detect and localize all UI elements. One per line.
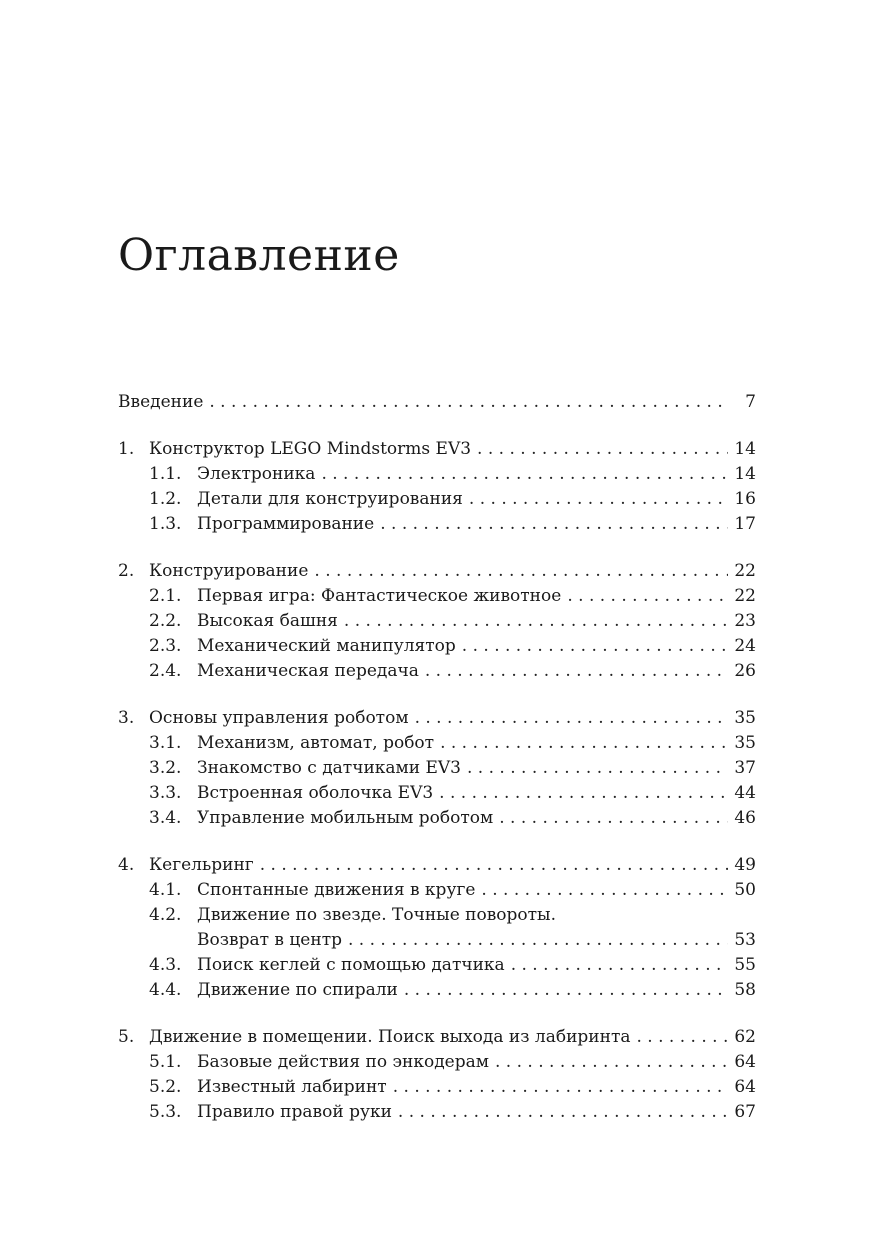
section-number: 5.3. [149, 1102, 182, 1122]
dot-leader [260, 853, 728, 878]
chapter-number: 2. [118, 561, 135, 581]
toc-entry-label: Конструктор LEGO Mindstorms EV3 [149, 439, 472, 459]
toc-entry-label: Высокая башня [197, 611, 338, 631]
toc-entry-label: Базовые действия по энкодерам [197, 1052, 489, 1072]
section-number: 4.2. [149, 905, 182, 925]
toc-entry-label: Основы управления роботом [149, 708, 409, 728]
toc-entry-label: Первая игра: Фантастическое животное [197, 586, 562, 606]
toc-entry-section[interactable] [118, 1075, 756, 1100]
toc-entry-label: Поиск кеглей с помощью датчика [197, 955, 505, 975]
toc-entry-label: Известный лабиринт [197, 1077, 387, 1097]
toc-entry-section[interactable] [118, 487, 756, 512]
dot-leader [321, 462, 728, 487]
toc-entry-label-continuation: Возврат в центр [197, 930, 342, 950]
toc-entry-label: Встроенная оболочка EV3 [197, 783, 434, 803]
toc-entry-section[interactable] [118, 634, 756, 659]
toc-page-number: 23 [734, 611, 756, 631]
dot-leader [462, 634, 728, 659]
toc-chapter-5 [118, 1025, 756, 1125]
toc-page-number: 62 [734, 1027, 756, 1047]
section-number: 4.4. [149, 980, 182, 1000]
toc-page-number: 64 [734, 1052, 756, 1072]
toc-chapter-3 [118, 706, 756, 831]
toc-entry-intro[interactable] [118, 390, 756, 415]
dot-leader [467, 756, 728, 781]
dot-leader [637, 1025, 729, 1050]
toc-page-number: 50 [734, 880, 756, 900]
toc-page-number: 37 [734, 758, 756, 778]
section-number: 5.2. [149, 1077, 182, 1097]
toc-page-number: 67 [734, 1102, 756, 1122]
section-number: 3.2. [149, 758, 182, 778]
section-number: 5.1. [149, 1052, 182, 1072]
toc-entry-label: Спонтанные движения в круге [197, 880, 476, 900]
toc-entry-section[interactable] [118, 1050, 756, 1075]
toc-entry-label: Введение [118, 392, 204, 412]
toc-page-number: 44 [734, 783, 756, 803]
chapter-number: 1. [118, 439, 135, 459]
dot-leader [511, 953, 728, 978]
toc-chapter-4 [118, 853, 756, 1003]
toc-entry-label: Механическая передача [197, 661, 419, 681]
toc-entry-label: Знакомство с датчиками EV3 [197, 758, 461, 778]
toc-entry-chapter[interactable] [118, 853, 756, 878]
toc-page-number: 14 [734, 439, 756, 459]
section-number: 1.3. [149, 514, 182, 534]
toc-page-number: 16 [734, 489, 756, 509]
dot-leader [499, 806, 728, 831]
dot-leader [209, 390, 728, 415]
toc-entry-section[interactable] [118, 806, 756, 831]
toc-entry-label: Электроника [197, 464, 316, 484]
toc-entry-label: Движение по звезде. Точные повороты. [197, 905, 556, 925]
dot-leader [477, 437, 728, 462]
toc-page-number: 24 [734, 636, 756, 656]
toc-entry-label: Конструирование [149, 561, 309, 581]
toc-page-number: 26 [734, 661, 756, 681]
toc-entry-label: Движение по спирали [197, 980, 398, 1000]
toc-entry-chapter[interactable] [118, 559, 756, 584]
section-number: 4.1. [149, 880, 182, 900]
section-number: 4.3. [149, 955, 182, 975]
toc-entry-label: Управление мобильным роботом [197, 808, 494, 828]
toc-entry-label: Правило правой руки [197, 1102, 392, 1122]
dot-leader [495, 1050, 728, 1075]
toc-chapter-2 [118, 559, 756, 684]
toc-entry-section[interactable] [118, 953, 756, 978]
toc-page-number: 64 [734, 1077, 756, 1097]
toc-page-number: 49 [734, 855, 756, 875]
dot-leader [404, 978, 728, 1003]
dot-leader [481, 878, 728, 903]
toc-page-number: 53 [734, 930, 756, 950]
section-number: 3.4. [149, 808, 182, 828]
dot-leader [380, 512, 728, 537]
toc-entry-section[interactable] [118, 731, 756, 756]
chapter-number: 4. [118, 855, 135, 875]
dot-leader [469, 487, 728, 512]
dot-leader [425, 659, 728, 684]
section-number: 2.2. [149, 611, 182, 631]
section-number: 3.3. [149, 783, 182, 803]
section-number: 3.1. [149, 733, 182, 753]
toc-entry-section[interactable] [118, 1100, 756, 1125]
toc-entry-label: Программирование [197, 514, 375, 534]
toc-page-number: 55 [734, 955, 756, 975]
toc-entry-section[interactable] [118, 878, 756, 903]
toc-page-number: 17 [734, 514, 756, 534]
toc-entry-label: Движение в помещении. Поиск выхода из лабиринта [149, 1027, 631, 1047]
section-number: 1.1. [149, 464, 182, 484]
toc-page-number: 46 [734, 808, 756, 828]
toc-entry-section[interactable] [118, 978, 756, 1003]
chapter-number: 3. [118, 708, 135, 728]
toc-entry-section[interactable] [118, 756, 756, 781]
dot-leader [314, 559, 728, 584]
chapter-number: 5. [118, 1027, 135, 1047]
toc-entry-section[interactable] [118, 781, 756, 806]
toc-page-number: 35 [734, 733, 756, 753]
table-of-contents [118, 390, 756, 1147]
dot-leader [415, 706, 728, 731]
dot-leader [344, 609, 728, 634]
page-title: Оглавление [118, 230, 400, 281]
section-number: 2.1. [149, 586, 182, 606]
toc-entry-chapter[interactable] [118, 437, 756, 462]
dot-leader [348, 928, 728, 953]
toc-entry-section[interactable] [118, 512, 756, 537]
toc-entry-section[interactable] [118, 659, 756, 684]
toc-page-number: 22 [734, 561, 756, 581]
toc-entry-section-multiline-first[interactable] [118, 903, 756, 928]
toc-page-number: 58 [734, 980, 756, 1000]
section-number: 1.2. [149, 489, 182, 509]
toc-entry-chapter[interactable] [118, 706, 756, 731]
section-number: 2.4. [149, 661, 182, 681]
toc-page-number: 14 [734, 464, 756, 484]
toc-entry-section-multiline-continuation[interactable] [118, 928, 756, 953]
toc-group-intro [118, 390, 756, 415]
toc-entry-label: Кегельринг [149, 855, 254, 875]
toc-entry-label: Механизм, автомат, робот [197, 733, 435, 753]
dot-leader [398, 1100, 728, 1125]
toc-page-number: 22 [734, 586, 756, 606]
toc-page-number: 7 [745, 392, 756, 412]
toc-entry-label: Детали для конструирования [197, 489, 463, 509]
toc-entry-chapter[interactable] [118, 1025, 756, 1050]
dot-leader [439, 781, 728, 806]
dot-leader [440, 731, 728, 756]
toc-chapter-1 [118, 437, 756, 537]
toc-entry-label: Механический манипулятор [197, 636, 456, 656]
dot-leader [393, 1075, 728, 1100]
toc-entry-section[interactable] [118, 584, 756, 609]
section-number: 2.3. [149, 636, 182, 656]
toc-entry-section[interactable] [118, 609, 756, 634]
toc-entry-section[interactable] [118, 462, 756, 487]
dot-leader [567, 584, 728, 609]
toc-page-number: 35 [734, 708, 756, 728]
